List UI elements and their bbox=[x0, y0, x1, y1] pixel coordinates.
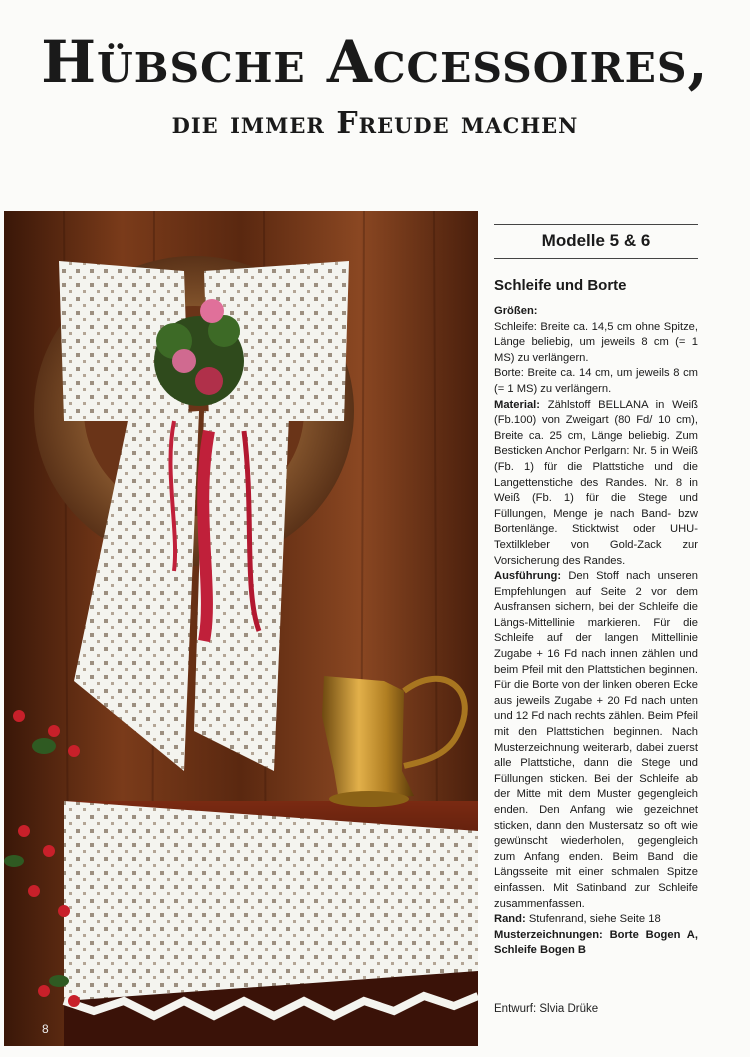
design-credit: Entwurf: Slvia Drüke bbox=[494, 1003, 599, 1015]
section-label: Ausführung: bbox=[494, 570, 562, 583]
section-text: Borte Bogen A, Schleife Bogen B bbox=[494, 928, 698, 957]
section-border-size bbox=[494, 366, 698, 397]
section-sizes bbox=[494, 304, 698, 366]
title-line-1: Hübsche Accessoires, bbox=[41, 28, 709, 96]
photo-illustration bbox=[4, 211, 478, 1046]
section-edge bbox=[494, 912, 698, 928]
section-label: Musterzeichnungen: bbox=[494, 928, 603, 941]
sidebar bbox=[494, 224, 698, 959]
section-material bbox=[494, 398, 698, 570]
instructions-body bbox=[494, 304, 698, 959]
section-text: Borte: Breite ca. 14 cm, um jeweils 8 cm (= 1 MS) zu verlängern. bbox=[494, 367, 698, 395]
section-label: Rand: bbox=[494, 913, 526, 926]
page-number: 8 bbox=[42, 1022, 49, 1036]
section-text: Zählstoff BELLANA in Weiß (Fb.100) von Zweigart (80 Fd/ 10 cm), Breite ca. 25 cm, Länge beliebig. Zum Besticken Anchor Perlgarn: Nr. 5 in Weiß (Fb. 1) für die Plattstiche und die Langettenstiche des Randes. Nr. 8 in Weiß (Fb. 1) für die Stege und Füllungen, Menge je nach Band- bzw Bortenlänge. Sticktwist oder UHU-Textilkleber von Gold-Zack zur Vorsicherung des Randes. bbox=[494, 398, 698, 567]
section-text: Den Stoff nach unseren Empfehlungen auf Seite 2 vor dem Ausfransen sichern, bei der Schleife die Längs-Mittellinie markieren. Für die Schleife auf der langen Mittellinie Zugabe + 16 Fd nach innen zählen und beim Pfeil mit den Plattstichen beginnen. Für die Borte von der linken oberen Ecke aus jeweils Zugabe + 20 Fd nach unten und 12 Fd nach rechts zählen. Beim Pfeil mit den Plattstichen beginnen. Nach Musterzeichnung weiterarb, dabei zuerst alle Plattstiche, dann die Stege und Füllungen sticken. Bei der Schleife ab der Mitte mit dem Muster gegengleich enden. Den Anfang wie gezeichnet sticken, dann den Mustersatz so oft wie gewünscht wiederholen, gegengleich zum Anfang enden. Beim Band die Längsseite mit einer schmalen Spitze einfassen. Mit Satinband zur Schleife zusammenfassen. bbox=[494, 570, 698, 910]
section-text: Schleife: Breite ca. 14,5 cm ohne Spitze, Länge beliebig, um jeweils 8 cm (= 1 MS) zu verlängern. bbox=[494, 320, 698, 364]
title-line-2: die immer Freude machen bbox=[171, 106, 579, 141]
section-label: Größen: bbox=[494, 305, 538, 317]
section-text: Stufenrand, siehe Seite 18 bbox=[528, 913, 661, 926]
section-instructions bbox=[494, 569, 698, 912]
section-label: Material: bbox=[494, 398, 541, 411]
product-photo bbox=[4, 211, 478, 1046]
model-label: Modelle 5 & 6 bbox=[494, 224, 698, 259]
section-subhead: Schleife und Borte bbox=[494, 277, 627, 294]
section-patterns bbox=[494, 928, 698, 959]
page-title bbox=[0, 30, 750, 141]
